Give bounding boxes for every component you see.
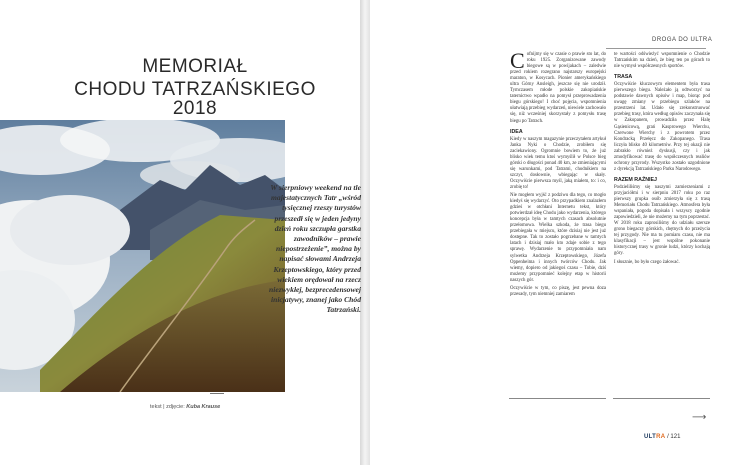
credit-label: tekst | zdjęcie: — [150, 404, 185, 410]
running-head-rule — [606, 48, 706, 49]
article-intro: W sierpniowy weekend na tle majestatycznych Tatr „wśród tysięcznej rzeszy turystów przeszedł się w jeden jedyny dzień roku szczupła garstka zawodników – prawie niepostrzeżenie”, można by napisać słowami Andrzeja Krzeptowskiego, który przed wiekiem orędował na rzecz niezwykłej, bezprecedensowej inicjatywy, znanej jako Chód Tatrzański. — [269, 183, 361, 315]
continue-arrow-icon: ⟶ — [692, 412, 707, 423]
paragraph: Kiedy w naszym magazynie przeczytałem artykuł Janka Nyki o Chodzie, zrobiłem się zaciekawiony. Ogromnie bowiem to, że już blisko wiek temu ktoś wymyślił w Polsce bieg górski o długości ponad 40 km, ze zmieniającymi się warunkami, pod Tatrami, chodnikiem na szczyt, dosłownie, wbiegając w skały. Oczywiście pierwsza myśl, jaką miałem, to: i co, zrobię to! — [510, 136, 606, 190]
credit-divider — [210, 393, 224, 394]
photo-credit — [150, 404, 220, 410]
section-heading-razem: RAZEM RAŹNIEJ — [614, 176, 657, 183]
magazine-logo: ULTRA — [644, 434, 666, 440]
text-column-2 — [614, 52, 710, 268]
paragraph: Nie mogłem wyjść z podziwu dla tego, co mogło kiedyś się wydarzyć. Oto przypadkiem znalazłem gdzieś w otchłani Internetu tekst, który potwierdzał ideę Chodu jako wydarzenia, którego koncepcja była w tamtych czasach absolutnie przełomowa. Wielka szkoda, że trasa biegu przebiegała w miejscu, które dzisiaj nie jest już dostępne. Tak to zostało pogrzebane w tamtych latach i dzisiaj mało kto zdaje sobie z tego sprawę. Wydarzenie to przypomniała nam sylwetka Andrzeja Krzeptowskiego, Józefa Oppenheima i innych twórców Chodu. Jak wiemy, dopiero od jakiegoś czasu – Tobie, dziś możemy przypomnieć kolejny etap w historii naszych gór. — [510, 193, 606, 283]
paragraph: Oczywiście w tym, co piszę, jest pewna doza przesady, tym niemniej zamiarem — [510, 285, 606, 297]
paragraph: Podzieliliśmy się naszymi zamierzeniami z przyjaciółmi i w sierpniu 2017 roku po raz pierwszy grupka osób zmierzyła się z trasą Memoriału Chodu Tatrzańskiego. Atmosfera była wspaniała, pogoda dopisała i wszyscy zgodnie zapowiedzieli, że nie możemy na tym poprzestać. W 2018 roku zaprosiliśmy do udziału szersze grono biegaczy górskich, chętnych do przeżycia tej przygody. Nie ma tu pomiaru czasu, nie ma klasyfikacji – jest wspólne pokonanie historycznej trasy w gronie ludzi, którzy kochają góry. — [614, 184, 710, 257]
running-head: DROGA DO ULTRA — [652, 37, 713, 43]
article-title-line2: CHODU TATRZAŃSKIEGO 2018 — [74, 79, 316, 119]
column-2-end-rule — [613, 398, 710, 399]
paragraph: I słusznie, bo było czego żałować. — [614, 259, 680, 265]
section-heading-idea: IDEA — [510, 128, 523, 135]
column-1-end-rule — [509, 398, 606, 399]
page-number: / 121 — [667, 434, 681, 440]
page-footer — [644, 434, 680, 440]
mountain-photo — [0, 120, 285, 392]
paragraph: Cofnijmy się w czasie o prawie sto lat, do roku 1925. Zorganizowane zawody biegowe są w powijakach – zaledwie przed rokiem rozegrano najstarszy europejski maraton, w Kosycach. Pionier amerykańskiego ultra Górny Ansleigh, jeszcze się nie urodził. Tymczasem młode polskie zakopiańskie taternictwo wpadło na pomysł przeprowadzenia biegu górskiego! I choć pojęcia, wspomnienia ułatwiają przebieg wydarzeń, niewiele zachowało się, niż wcześniej skorzystały z pomysłu trasę biegu po Tatrach. — [510, 48, 606, 124]
page-gutter — [360, 0, 370, 465]
mountain-photo-illustration — [0, 120, 285, 392]
article-title-line1: MEMORIAŁ — [142, 56, 248, 77]
text-column-1 — [510, 48, 606, 300]
paragraph: te wartości odświeżyć wspomnienie o Chodzie Tatrzańskim na dzień, że bieg ten po górach to nie wymysł współczesnych sportów. — [614, 52, 710, 70]
paragraph: Oczywiście kluczowym elementem była trasa pierwszego biegu. Należało ją odtworzyć na podstawie dawnych opisów i map, biorąc pod uwagę zmiany w przebiegu szlaków na przestrzeni lat. Udało się zrekonstruować przebieg trasy, która według opisów zaczynała się w Zakopanem, prowadziła przez Halę Gąsienicową, grań Kasprowego Wierchu, Czerwone Wierchy i z powrotem przez Kondracką Przełęcz do Zakopanego. Trasa liczyła blisko 40 kilometrów. Przy tej okazji nie zabrakło również dyskusji, czy i jak zmodyfikować trasę do współczesnych realiów ochrony przyrody. Wszystko zostało uzgodnione z dyrekcją Tatrzańskiego Parku Narodowego. — [614, 82, 710, 172]
drop-cap: C — [510, 48, 525, 73]
credit-author: Kuba Krause — [186, 404, 221, 410]
section-heading-trasa: TRASA — [614, 74, 633, 81]
